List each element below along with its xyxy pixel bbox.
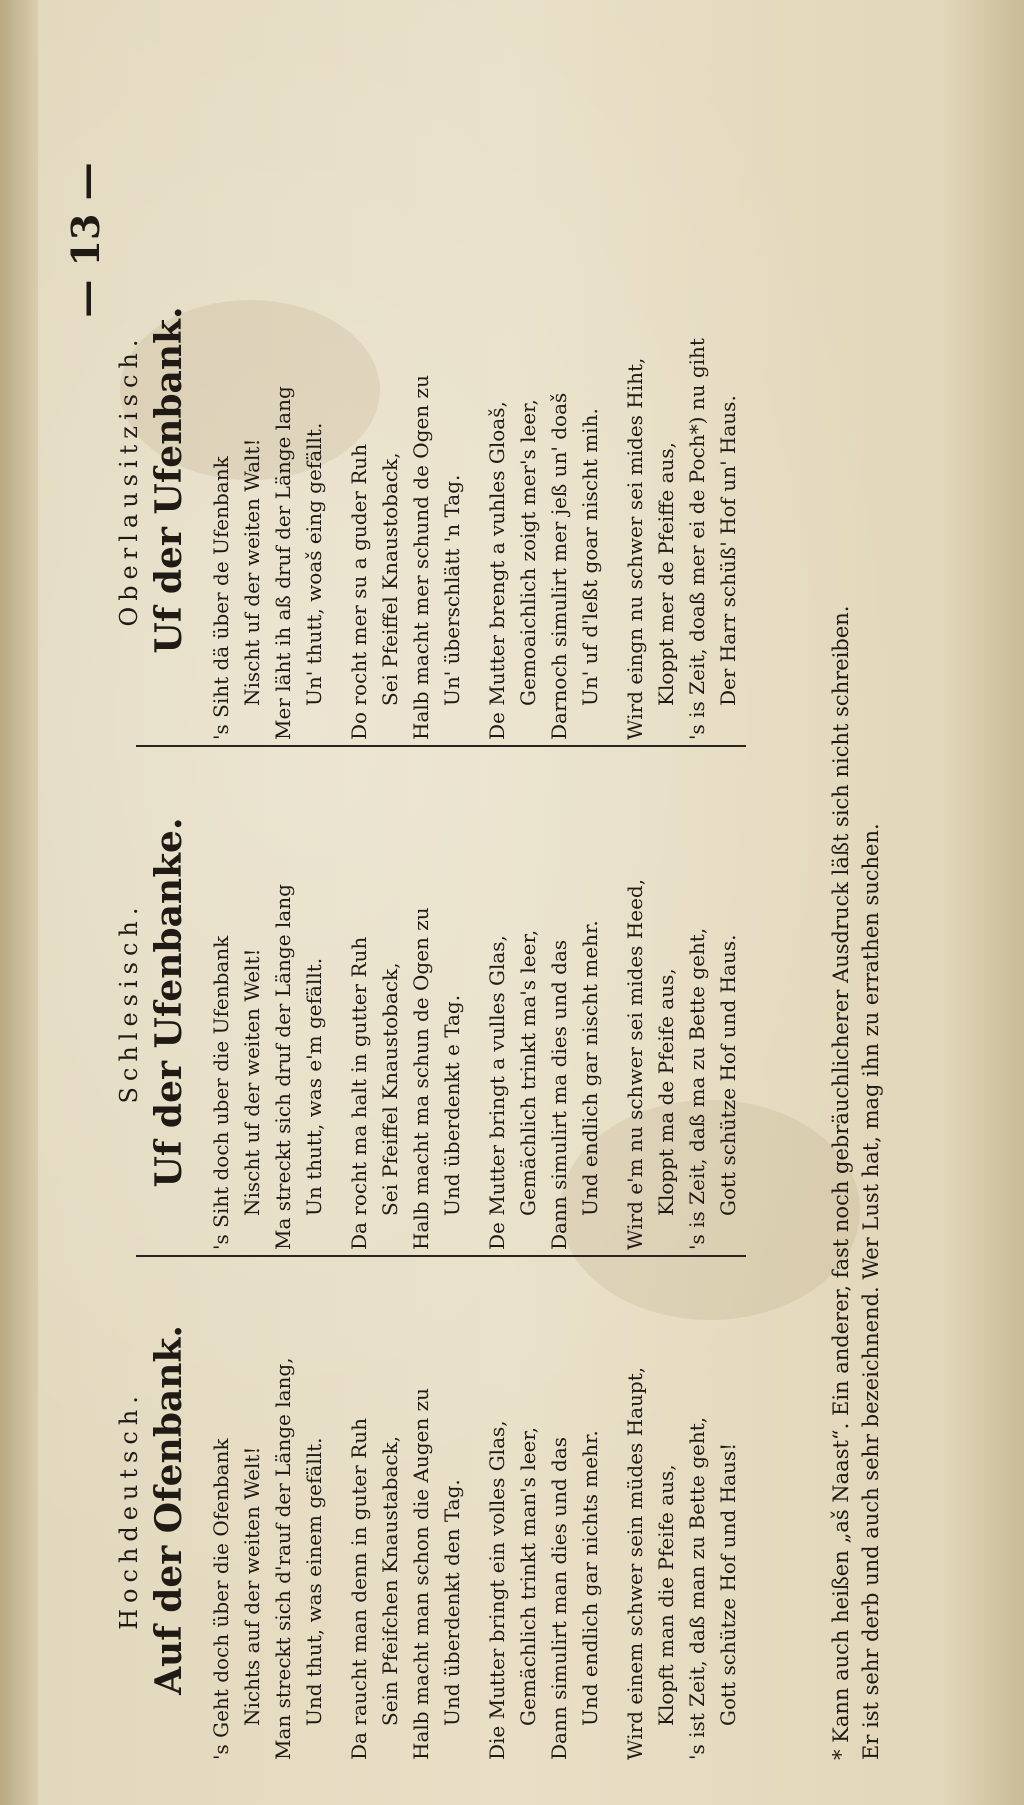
- verse-line: Nischt uf der weiten Welt!: [240, 948, 264, 1216]
- stanza: [620, 220, 744, 740]
- verse-line: Und überdenkt den Tag.: [440, 1479, 464, 1726]
- verse-line: Un' uf d'leßt goar nischt mih.: [578, 408, 602, 706]
- verse-line: Dann simulirt man dies und das: [547, 1436, 571, 1760]
- stanza: [482, 755, 606, 1250]
- poem-title: Auf der Ofenbank.: [148, 1325, 190, 1695]
- stanza: [482, 220, 606, 740]
- verse-line: De Mutter brengt a vuhles Gloaš,: [485, 401, 509, 740]
- verse-line: Der Harr schüß' Hof un' Haus.: [716, 395, 740, 706]
- verse-line: 's Geht doch über die Ofenbank: [209, 1438, 233, 1760]
- stanza: [344, 220, 468, 740]
- page-number: — 13 —: [63, 162, 108, 318]
- verse-line: Un thutt, was e'm gefällt.: [302, 957, 326, 1216]
- column-divider: [136, 1255, 746, 1257]
- verse-line: Gott schütze Hof und Haus.: [716, 934, 740, 1216]
- column-dialect-heading: Oberlausitzisch.: [115, 333, 143, 627]
- verse-line: Sein Pfeifchen Knaustaback,: [378, 1435, 402, 1726]
- verse-line: Klopft man die Pfeife aus,: [654, 1464, 678, 1726]
- verse-line: Gemächlich trinkt man's leer,: [516, 1426, 540, 1726]
- verse-line: Halb macht man schon die Augen zu: [409, 1387, 433, 1760]
- stanza: [344, 755, 468, 1250]
- verse-line: Gemächlich trinkt ma's leer,: [516, 929, 540, 1216]
- stanza: [206, 220, 330, 740]
- column-hochdeutsch: [112, 1260, 792, 1760]
- verse-line: Sei Pfeiffel Knaustoback,: [378, 452, 402, 706]
- verse-line: Wird eingn nu schwer sei mides Hiht,: [623, 357, 647, 740]
- verse-line: 's Siht dä über de Ufenbank: [209, 456, 233, 740]
- column-oberlausitzisch: [112, 220, 792, 740]
- poem-title: Uf der Ufenbank.: [148, 306, 190, 654]
- verse-line: Und endlich gar nischt mehr.: [578, 920, 602, 1216]
- verse-line: Kloppt ma de Pfeife aus,: [654, 968, 678, 1216]
- column-dialect-heading: Schlesisch.: [115, 901, 143, 1104]
- verse-line: Und überdenkt e Tag.: [440, 994, 464, 1216]
- verse-line: Do rocht mer su a guder Ruh: [347, 443, 371, 740]
- verse-line: Kloppt mer de Pfeiffe aus,: [654, 441, 678, 706]
- rotated-text-block: [56, 162, 936, 1760]
- page-binding-edge: [0, 0, 38, 1805]
- verse-line: Halb macht mer schund de Ogen zu: [409, 375, 433, 740]
- verse-line: Gott schütze Hof und Haus!: [716, 1442, 740, 1726]
- stanza: [344, 1260, 468, 1760]
- verse-line: Ma streckt sich druf der Länge lang: [271, 884, 295, 1250]
- verse-line: Mer läht ih aß druf der Länge lang: [271, 386, 295, 740]
- footnote-line: Er ist sehr derb und auch sehr bezeichnend. Wer Lust hat, mag ihn zu errathen suchen.: [859, 823, 883, 1760]
- stanza: [482, 1260, 606, 1760]
- verse-line: Wird einem schwer sein müdes Haupt,: [623, 1366, 647, 1760]
- verse-line: Da rocht ma halt in gutter Ruh: [347, 936, 371, 1250]
- poem-title: Uf der Ufenbanke.: [148, 817, 190, 1188]
- column-dialect-heading: Hochdeutsch.: [115, 1390, 143, 1630]
- verse-line: Un' überschlätt 'n Tag.: [440, 474, 464, 706]
- column-schlesisch: [112, 755, 792, 1250]
- verse-line: Darnoch simulirt mer jeß un' doaš: [547, 392, 571, 740]
- stanza: [206, 755, 330, 1250]
- verse-line: Man streckt sich d'rauf der Länge lang,: [271, 1357, 295, 1760]
- verse-line: Und thut, was einem gefällt.: [302, 1437, 326, 1726]
- verse-line: Die Mutter bringt ein volles Glas,: [485, 1420, 509, 1760]
- column-divider: [136, 745, 746, 747]
- verse-line: Und endlich gar nichts mehr.: [578, 1430, 602, 1726]
- verse-line: Dann simulirt ma dies und das: [547, 939, 571, 1250]
- verse-line: Wird e'm nu schwer sei mides Heed,: [623, 878, 647, 1250]
- stanza: [620, 755, 744, 1250]
- verse-line: Nichts auf der weiten Welt!: [240, 1446, 264, 1726]
- verse-line: Sei Pfeiffel Knaustoback,: [378, 962, 402, 1216]
- verse-line: Nischt uf der weiten Walt!: [240, 438, 264, 706]
- verse-line: 's Siht doch uber die Ufenbank: [209, 935, 233, 1250]
- verse-line: Un' thutt, woaš eing gefällt.: [302, 422, 326, 706]
- footnote: [826, 220, 886, 1760]
- verse-line: Gemoaichlich zoigt mer's leer,: [516, 399, 540, 706]
- footnote-line: * Kann auch heißen „aš Naast“. Ein anderer, fast noch gebräuchlicherer Ausdruck läßt sich nicht schreiben.: [829, 605, 853, 1760]
- verse-line: Halb macht ma schun de Ogen zu: [409, 907, 433, 1250]
- verse-line: 's ist Zeit, daß man zu Bette geht,: [685, 1416, 709, 1760]
- verse-line: De Mutter bringt a vulles Glas,: [485, 935, 509, 1250]
- stanza: [206, 1260, 330, 1760]
- verse-line: 's is Zeit, doaß mer ei de Poch*) nu giht: [685, 338, 709, 740]
- stanza: [620, 1260, 744, 1760]
- verse-line: Da raucht man denn in guter Ruh: [347, 1418, 371, 1760]
- verse-line: 's is Zeit, daß ma zu Bette geht,: [685, 927, 709, 1250]
